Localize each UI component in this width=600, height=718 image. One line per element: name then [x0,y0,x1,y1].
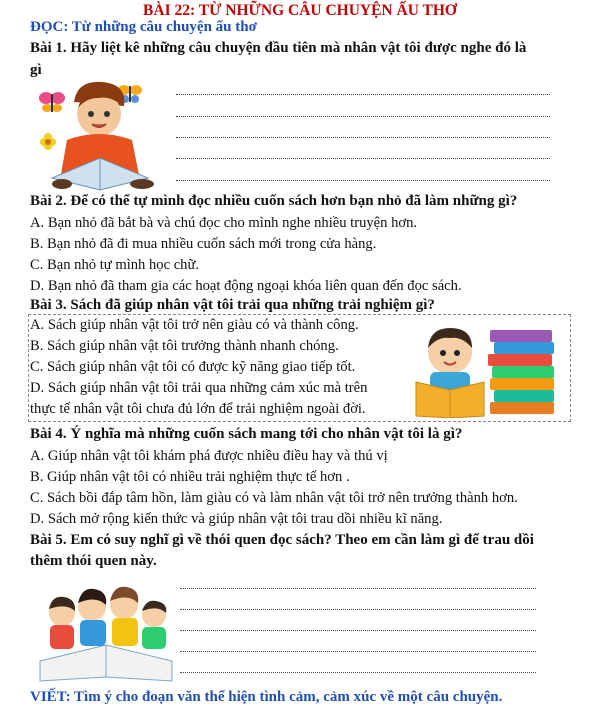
q1-line1: Bài 1. Hãy liệt kê những câu chuyện đầu tiên mà nhân vật tôi được nghe đó là [30,40,527,56]
q2-option-b[interactable]: B. Bạn nhỏ đã đi mua nhiều cuốn sách mới trong cửa hàng. [30,236,377,252]
answer-line[interactable] [180,609,536,610]
worksheet-title: BÀI 22: TỪ NHỮNG CÂU CHUYỆN ẤU THƠ [143,2,457,19]
answer-line[interactable] [176,94,550,95]
q2-option-c[interactable]: C. Bạn nhỏ tự mình học chữ. [30,257,200,273]
boy-reading-illustration [32,80,172,195]
answer-line[interactable] [176,158,550,159]
q1-line2: gì [30,62,42,78]
q2-option-d[interactable]: D. Bạn nhỏ đã tham gia các hoạt động ngoại khóa liên quan đến đọc sách. [30,278,462,294]
reading-heading: ĐỌC: Từ những câu chuyện ấu thơ [30,19,257,35]
q2-question: Bài 2. Để có thể tự mình đọc nhiều cuốn sách hơn bạn nhỏ đã làm những gì? [30,193,518,209]
answer-line[interactable] [180,672,536,673]
flower-icon [40,133,56,150]
q3-option-c[interactable]: C. Sách giúp nhân vật tôi có được kỹ năng giao tiếp tốt. [30,359,356,375]
children-reading-illustration [36,583,176,683]
q5-line2: thêm thói quen này. [30,553,157,569]
q4-question: Bài 4. Ý nghĩa mà những cuốn sách mang tới cho nhân vật tôi là gì? [30,426,463,442]
q4-option-b[interactable]: B. Giúp nhân vật tôi có nhiều trải nghiệm thực tế hơn . [30,469,350,485]
q4-option-a[interactable]: A. Giúp nhân vật tôi khám phá được nhiều điều hay và thú vị [30,448,388,464]
butterfly-icon [39,92,65,112]
answer-line[interactable] [176,180,550,181]
answer-line[interactable] [180,651,536,652]
boy-with-books-illustration [410,322,565,418]
q4-option-d[interactable]: D. Sách mở rộng kiến thức và giúp nhân vật tôi trau dồi nhiều kĩ năng. [30,511,443,527]
answer-line[interactable] [180,588,536,589]
q5-line1: Bài 5. Em có suy nghĩ gì về thói quen đọc sách? Theo em cần làm gì để trau dồi [30,532,534,548]
answer-line[interactable] [180,630,536,631]
q3-option-d-cont: thực tế nhân vật tôi chưa đủ lớn để trải nghiệm ngoài đời. [30,401,366,417]
writing-task: VIẾT: Tìm ý cho đoạn văn thể hiện tình cảm, cảm xúc về một câu chuyện. [30,689,503,705]
q2-option-a[interactable]: A. Bạn nhỏ đã bắt bà và chú đọc cho mình nghe nhiều truyện hơn. [30,215,418,231]
q3-question: Bài 3. Sách đã giúp nhân vật tôi trải qua những trải nghiệm gì? [30,297,435,313]
q3-option-b[interactable]: B. Sách giúp nhân vật tôi trưởng thành nhanh chóng. [30,338,339,354]
q4-option-c[interactable]: C. Sách bồi đắp tâm hồn, làm giàu có và làm nhân vật tôi trở nên trưởng thành hơn. [30,490,518,506]
q3-option-a[interactable]: A. Sách giúp nhân vật tôi trở nên giàu có và thành công. [30,317,359,333]
answer-line[interactable] [176,137,550,138]
q3-option-d[interactable]: D. Sách giúp nhân vật tôi trải qua những cảm xúc mà trên [30,380,368,396]
answer-line[interactable] [176,116,550,117]
